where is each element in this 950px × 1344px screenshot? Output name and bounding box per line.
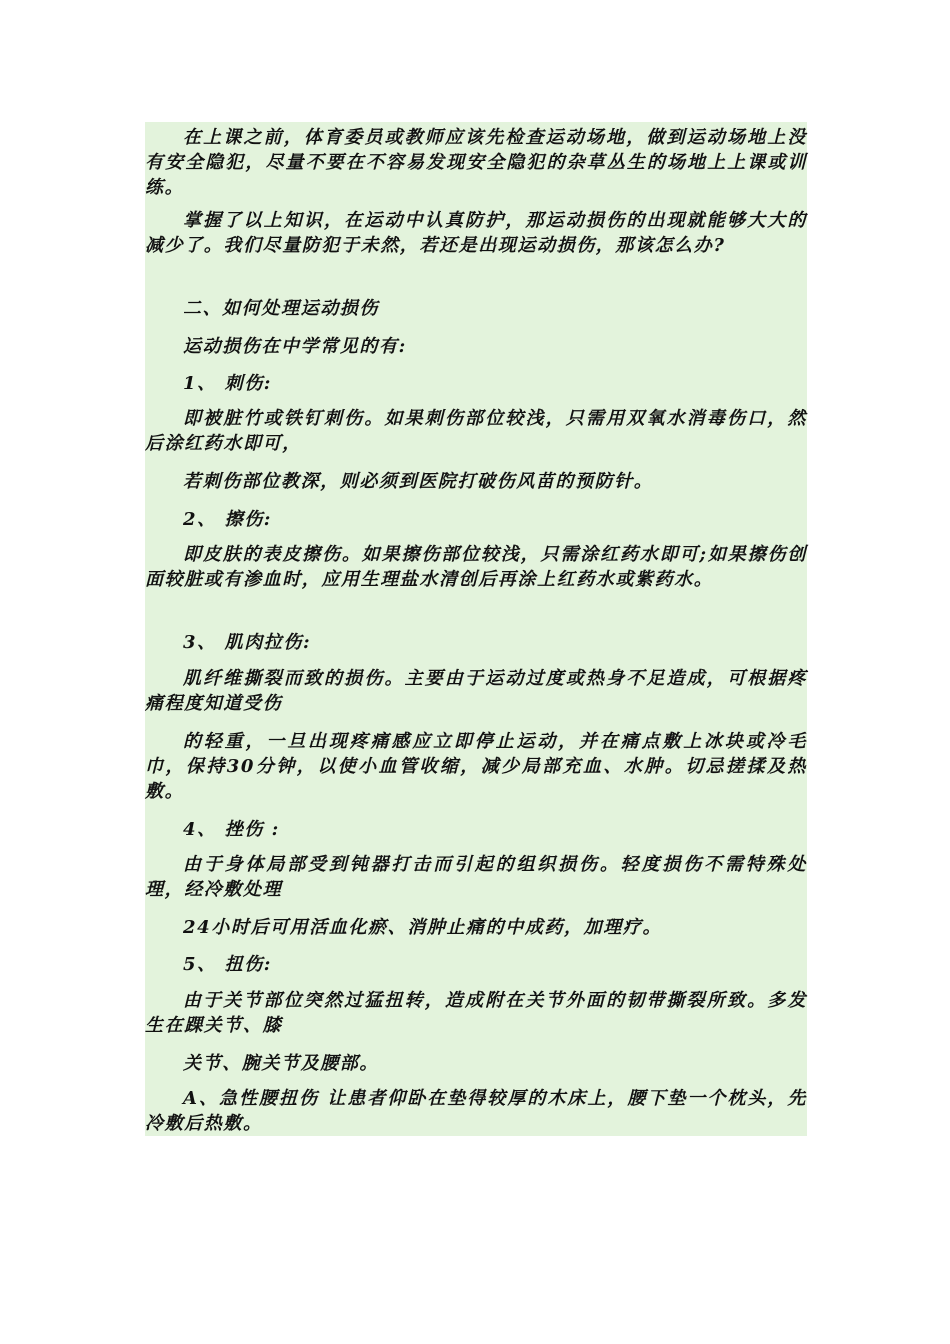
paragraph-sprain-locations: 关节、腕关节及腰部。 (183, 1053, 379, 1074)
item-heading-abrasion: 2、 擦伤: (183, 509, 273, 530)
item-heading-muscle-strain: 3、 肌肉拉伤: (183, 632, 312, 653)
paragraph-muscle-strain-treatment: 的轻重，一旦出现疼痛感应立即停止运动，并在痛点敷上冰块或冷毛巾，保持30分钟，以使小血管收缩，减少局部充血、水肿。切忌搓揉及热敷。 (145, 731, 807, 802)
paragraph-sprain-desc: 由于关节部位突然过猛扭转，造成附在关节外面的韧带撕裂所致。多发生在踝关节、膝 (145, 990, 807, 1036)
paragraph-contusion-desc: 由于身体局部受到钝器打击而引起的组织损伤。轻度损伤不需特殊处理，经冷敷处理 (145, 854, 807, 900)
paragraph-contusion-treatment: 24小时后可用活血化瘀、消肿止痛的中成药，加理疗。 (183, 917, 663, 938)
paragraph-acute-lumbar-sprain: A、急性腰扭伤 让患者仰卧在垫得较厚的木床上，腰下垫一个枕头，先冷敷后热敷。 (145, 1088, 807, 1134)
paragraph-common-injuries: 运动损伤在中学常见的有: (183, 336, 407, 357)
paragraph-pre-class-check: 在上课之前，体育委员或教师应该先检查运动场地，做到运动场地上没有安全隐犯，尽量不要在不容易发现安全隐犯的杂草丛生的场地上上课或训练。 (145, 127, 807, 198)
document-body (145, 122, 807, 1136)
paragraph-muscle-strain-desc: 肌纤维撕裂而致的损伤。主要由于运动过度或热身不足造成，可根据疼痛程度知道受伤 (145, 668, 807, 714)
paragraph-prevention-summary: 掌握了以上知识，在运动中认真防护，那运动损伤的出现就能够大大的减少了。我们尽量防犯于未然，若还是出现运动损伤，那该怎么办? (145, 210, 807, 256)
item-heading-contusion: 4、 挫伤 : (183, 819, 280, 840)
paragraph-puncture-desc: 即被脏竹或铁钉刺伤。如果刺伤部位较浅，只需用双氧水消毒伤口，然后涂红药水即可， (145, 408, 807, 454)
paragraph-puncture-deep: 若刺伤部位教深，则必须到医院打破伤风苗的预防针。 (183, 471, 654, 492)
item-heading-puncture: 1、 刺伤: (183, 373, 273, 394)
paragraph-abrasion-desc: 即皮肤的表皮擦伤。如果擦伤部位较浅，只需涂红药水即可;如果擦伤创面较脏或有渗血时，应用生理盐水清创后再涂上红药水或紫药水。 (145, 544, 807, 590)
item-heading-sprain: 5、 扭伤: (183, 954, 273, 975)
section-heading-treatment: 二、如何处理运动损伤 (183, 298, 379, 319)
